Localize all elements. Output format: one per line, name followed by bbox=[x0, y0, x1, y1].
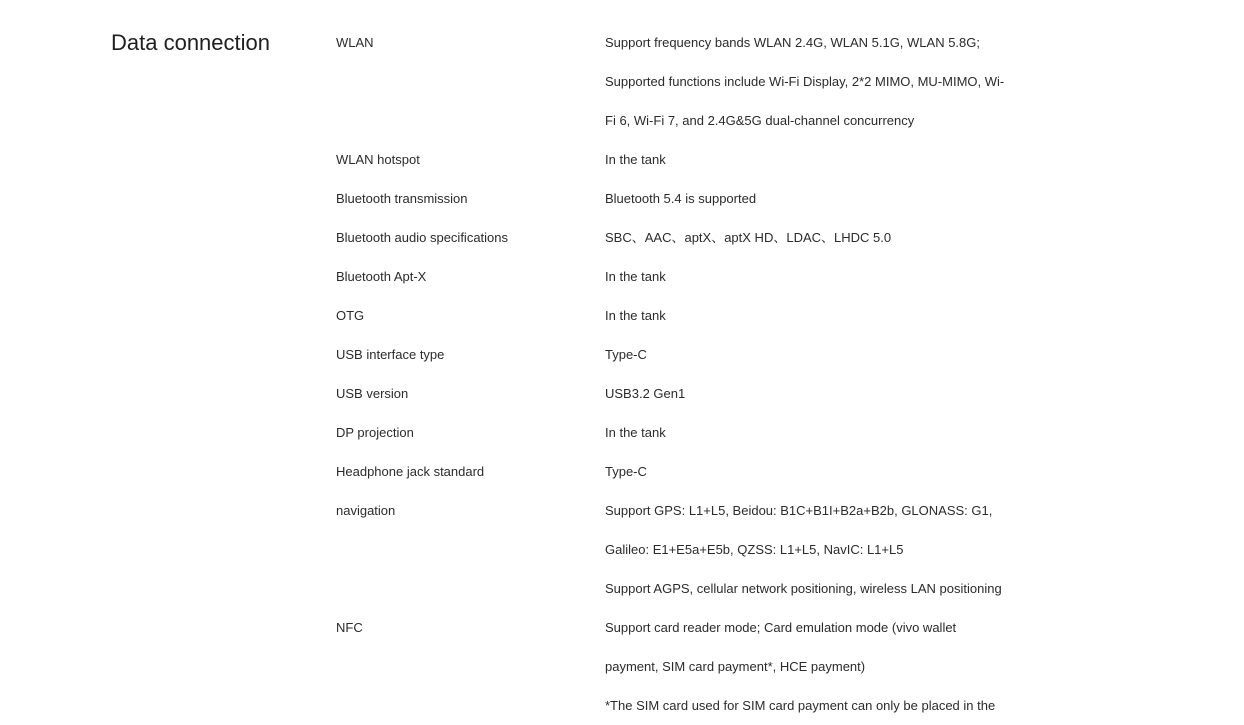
spec-label: USB version bbox=[336, 386, 409, 401]
spec-values bbox=[605, 491, 1096, 608]
spec-label: navigation bbox=[336, 503, 396, 518]
spec-values bbox=[605, 608, 1096, 725]
spec-label: DP projection bbox=[336, 425, 414, 440]
spec-values bbox=[605, 257, 1096, 296]
spec-value-line: Type-C bbox=[605, 347, 647, 362]
spec-value-line: SBC、AAC、aptX、aptX HD、LDAC、LHDC 5.0 bbox=[605, 230, 892, 245]
spec-value-line: In the tank bbox=[605, 152, 666, 167]
spec-values bbox=[605, 140, 1096, 179]
spec-row-bluetooth-audio bbox=[336, 218, 1096, 257]
spec-value-line: *The SIM card used for SIM card payment can only be placed in the bbox=[605, 698, 996, 713]
spec-list bbox=[336, 23, 1096, 725]
spec-row-wlan-hotspot bbox=[336, 140, 1096, 179]
spec-row-usb-version bbox=[336, 374, 1096, 413]
spec-value-line: Type-C bbox=[605, 464, 647, 479]
spec-value-line: Fi 6, Wi-Fi 7, and 2.4G&5G dual-channel concurrency bbox=[605, 113, 915, 128]
section-title: Data connection bbox=[111, 30, 270, 55]
spec-label: Bluetooth transmission bbox=[336, 191, 468, 206]
spec-label: Bluetooth audio specifications bbox=[336, 230, 509, 245]
spec-label: WLAN hotspot bbox=[336, 152, 420, 167]
spec-value-line: Support card reader mode; Card emulation mode (vivo wallet bbox=[605, 620, 957, 635]
spec-value-line: In the tank bbox=[605, 425, 666, 440]
spec-row-navigation bbox=[336, 491, 1096, 608]
spec-values bbox=[605, 296, 1096, 335]
spec-row-headphone-jack bbox=[336, 452, 1096, 491]
spec-value-line: USB3.2 Gen1 bbox=[605, 386, 686, 401]
spec-label: USB interface type bbox=[336, 347, 445, 362]
spec-label: Bluetooth Apt-X bbox=[336, 269, 427, 284]
spec-label: Headphone jack standard bbox=[336, 464, 485, 479]
spec-values bbox=[605, 218, 1096, 257]
spec-row-nfc bbox=[336, 608, 1096, 725]
spec-value-line: In the tank bbox=[605, 308, 666, 323]
spec-value-line: payment, SIM card payment*, HCE payment) bbox=[605, 659, 866, 674]
spec-row-bluetooth-aptx bbox=[336, 257, 1096, 296]
spec-values bbox=[605, 413, 1096, 452]
spec-value-line: Bluetooth 5.4 is supported bbox=[605, 191, 757, 206]
spec-row-usb-interface bbox=[336, 335, 1096, 374]
spec-value-line: In the tank bbox=[605, 269, 666, 284]
spec-values bbox=[605, 335, 1096, 374]
spec-label: NFC bbox=[336, 620, 363, 635]
spec-value-line: Galileo: E1+E5a+E5b, QZSS: L1+L5, NavIC: L1+L5 bbox=[605, 542, 904, 557]
spec-values bbox=[605, 374, 1096, 413]
spec-label: WLAN bbox=[336, 35, 374, 50]
spec-value-line: Supported functions include Wi-Fi Display, 2*2 MIMO, MU-MIMO, Wi- bbox=[605, 74, 1005, 89]
spec-value-line: Support AGPS, cellular network positioning, wireless LAN positioning bbox=[605, 581, 1002, 596]
spec-value-line: Support GPS: L1+L5, Beidou: B1C+B1I+B2a+B2b, GLONASS: G1, bbox=[605, 503, 993, 518]
spec-label: OTG bbox=[336, 308, 365, 323]
spec-value-line: Support frequency bands WLAN 2.4G, WLAN 5.1G, WLAN 5.8G; bbox=[605, 35, 981, 50]
spec-values bbox=[605, 179, 1096, 218]
spec-row-wlan bbox=[336, 23, 1096, 140]
spec-row-dp-projection bbox=[336, 413, 1096, 452]
spec-values bbox=[605, 452, 1096, 491]
spec-row-otg bbox=[336, 296, 1096, 335]
spec-row-bluetooth-transmission bbox=[336, 179, 1096, 218]
spec-values bbox=[605, 23, 1096, 140]
